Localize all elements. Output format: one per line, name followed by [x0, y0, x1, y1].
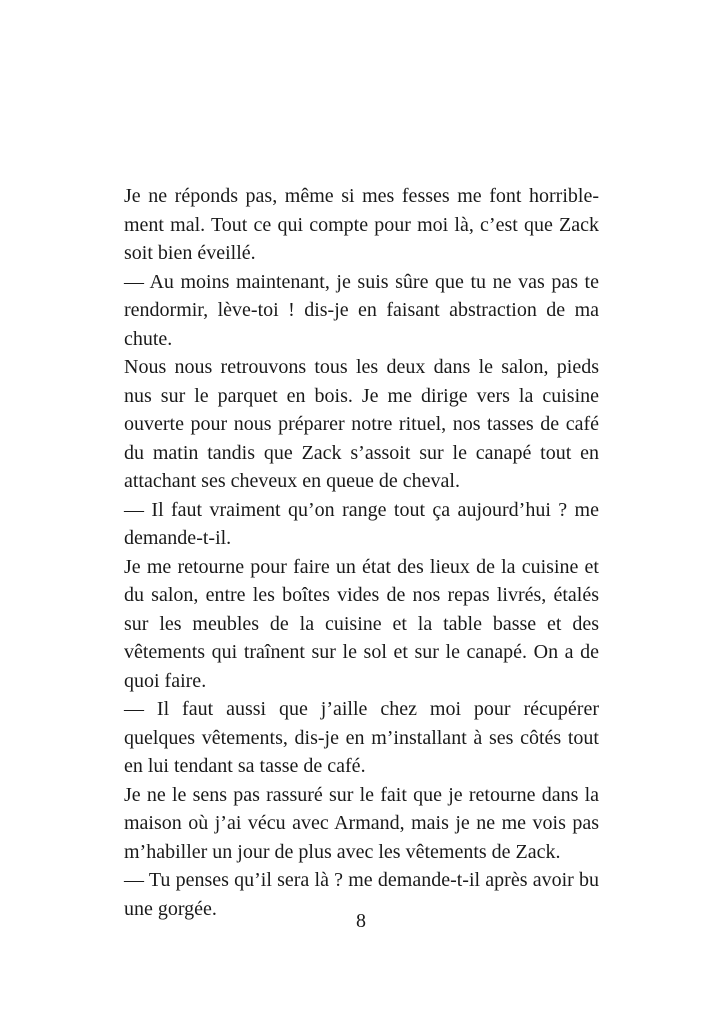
paragraph: Nous nous retrouvons tous les deux dans le salon, pieds nus sur le parquet en bois. Je me dirige vers la cuisine ouverte pour nous préparer notre rituel, nos tasses de café du matin tandis que Zack s’assoit sur le canapé tout en attachant ses cheveux en queue de cheval. [124, 356, 599, 492]
dialogue-line: — Au moins maintenant, je suis sûre que tu ne vas pas te rendormir, lève-toi ! dis-je en faisant abstraction de ma chute. [124, 270, 599, 350]
body-text [124, 182, 599, 923]
dialogue-line: — Tu penses qu’il sera là ? me demande-t-il après avoir bu une gorgée. [124, 869, 599, 920]
dialogue-line: — Il faut aussi que j’aille chez moi pour récupérer quelques vêtements, dis-je en m’installant à ses côtés tout en lui tendant sa tasse de café. [124, 698, 599, 777]
paragraph: Je ne le sens pas rassuré sur le fait que je retourne dans la maison où j’ai vécu avec Armand, mais je ne me vois pas m’habiller un jour de plus avec les vêtements de Zack. [124, 783, 599, 863]
paragraph: Je me retourne pour faire un état des lieux de la cuisine et du salon, entre les boîtes vides de nos repas livrés, étalés sur les meubles de la cuisine et la table basse et des vêtements qui traînent sur le sol et sur le canapé. On a de quoi faire. [124, 555, 599, 692]
paragraph: Je ne réponds pas, même si mes fesses me font horriblement mal. Tout ce qui compte pour moi là, c’est que Zack soit bien éveillé. [124, 185, 599, 264]
page-number: 8 [356, 910, 366, 932]
dialogue-line: — Il faut vraiment qu’on range tout ça aujourd’hui ? me demande-t-il. [124, 498, 599, 549]
